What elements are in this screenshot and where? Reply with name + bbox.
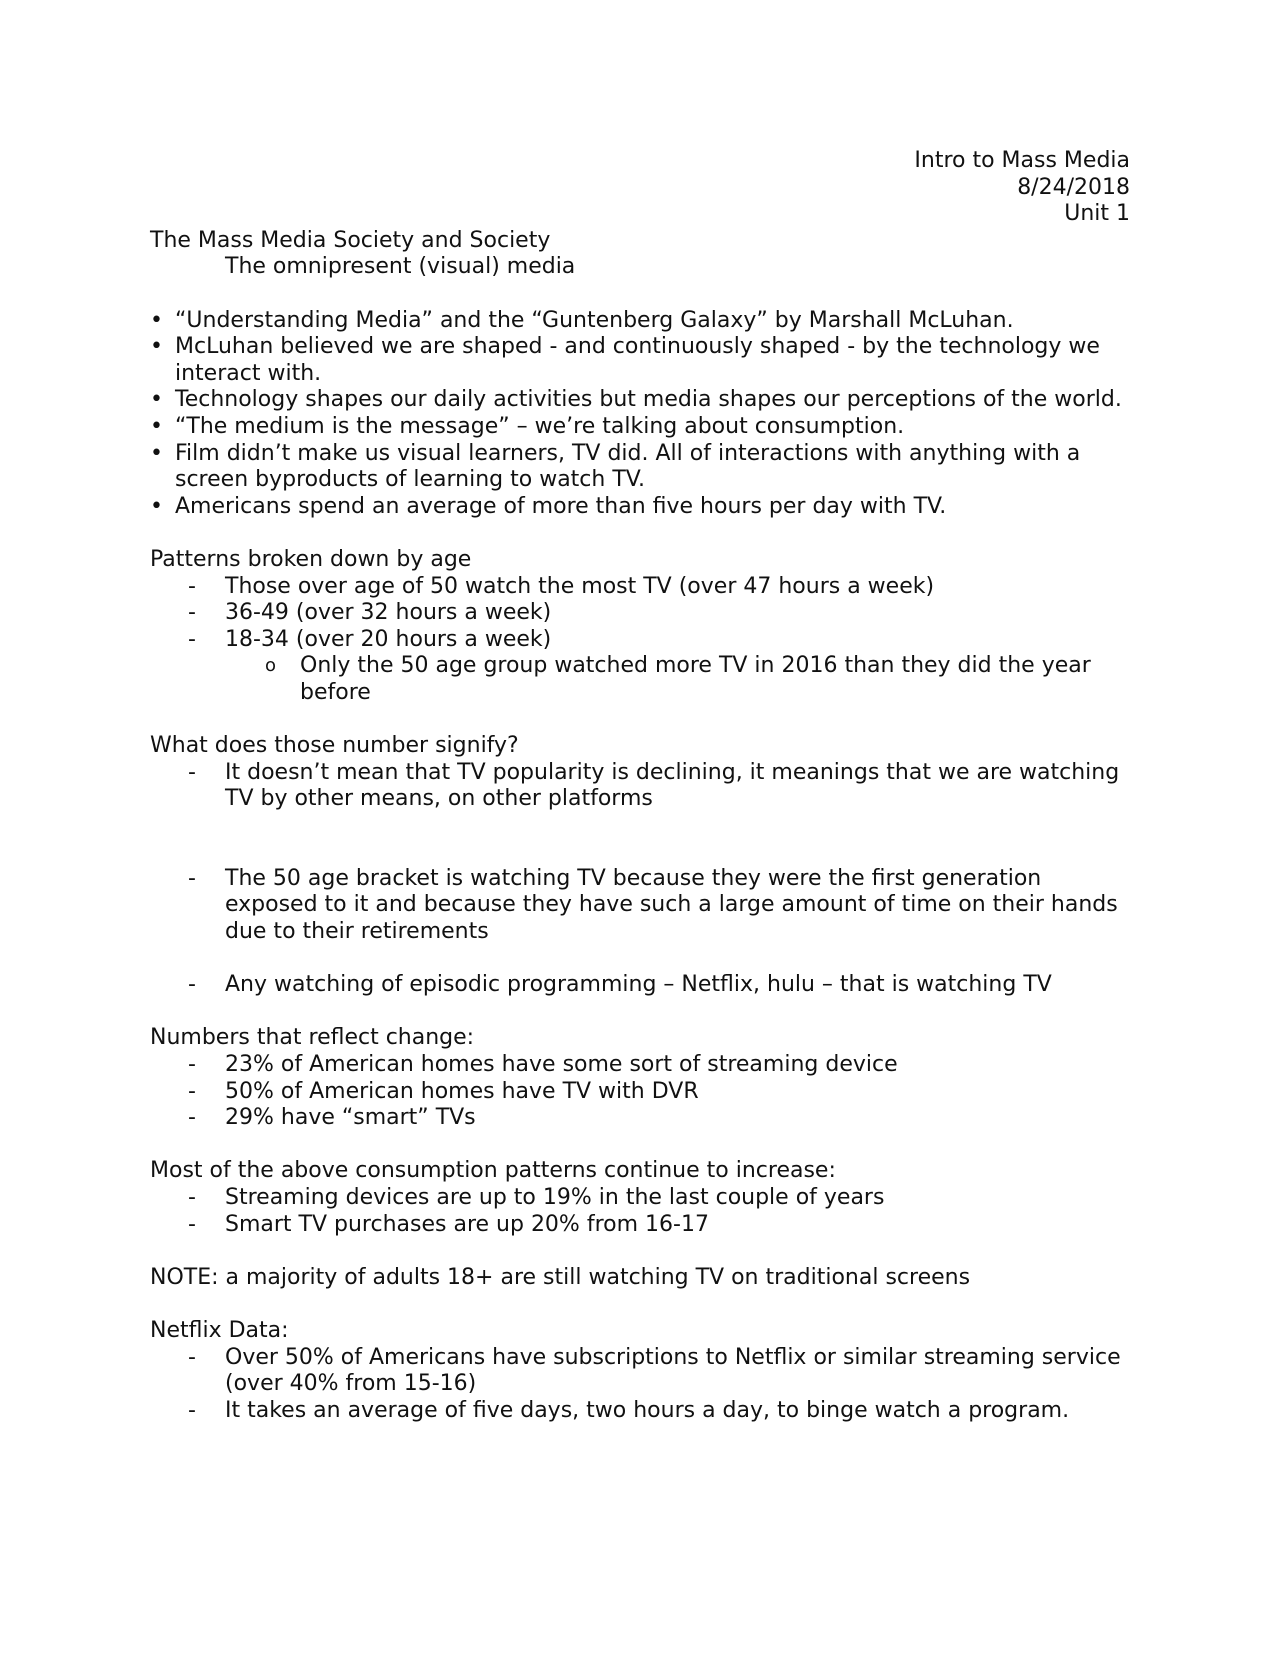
- dash-item: - It takes an average of five days, two hours a day, to binge watch a program.: [150, 1398, 1130, 1425]
- document-header: [150, 148, 1130, 228]
- dash-item: - 18-34 (over 20 hours a week): [150, 627, 1130, 654]
- course-title: Intro to Mass Media: [914, 148, 1130, 173]
- document-page: [150, 148, 1130, 1424]
- bullet-item: • Technology shapes our daily activities but media shapes our perceptions of the world.: [150, 387, 1130, 414]
- dash-item: - The 50 age bracket is watching TV because they were the first generation exposed to it and because they have such a large amount of time on their hands due to their retirements: [150, 866, 1130, 946]
- dash-item: - It doesn’t mean that TV popularity is declining, it meanings that we are watching TV by other means, on other platforms: [150, 760, 1130, 813]
- dash-item: - 50% of American homes have TV with DVR: [150, 1079, 1130, 1106]
- lecture-date: 8/24/2018: [1017, 174, 1130, 200]
- dash-item: - Smart TV purchases are up 20% from 16-17: [150, 1212, 1130, 1239]
- increase-section-heading: Most of the above consumption patterns continue to increase:: [150, 1158, 836, 1184]
- page-subtitle: The omnipresent (visual) media: [225, 254, 576, 280]
- bullet-item: • McLuhan believed we are shaped - and continuously shaped - by the technology we interact with.: [150, 334, 1130, 387]
- dash-item: - 23% of American homes have some sort of streaming device: [150, 1052, 1130, 1079]
- dash-item: - 29% have “smart” TVs: [150, 1105, 1130, 1132]
- dash-item: - Those over age of 50 watch the most TV (over 47 hours a week): [150, 574, 1130, 601]
- bullet-item: • Film didn’t make us visual learners, TV did. All of interactions with anything with a screen byproducts of learning to watch TV.: [150, 441, 1130, 494]
- bullet-item: • “The medium is the message” – we’re talking about consumption.: [150, 414, 1130, 441]
- page-title: The Mass Media Society and Society: [150, 227, 551, 253]
- dash-item: - Any watching of episodic programming – Netflix, hulu – that is watching TV: [150, 972, 1130, 999]
- netflix-section-heading: Netflix Data:: [150, 1317, 289, 1343]
- signify-list-3: [150, 972, 1130, 999]
- age-sub-list: [150, 653, 1130, 706]
- netflix-list: [150, 1345, 1130, 1425]
- dash-item: - Over 50% of Americans have subscriptions to Netflix or similar streaming service (over 40% from 15-16): [150, 1345, 1130, 1398]
- bullet-item: • “Understanding Media” and the “Guntenberg Galaxy” by Marshall McLuhan.: [150, 308, 1130, 335]
- sub-item: o Only the 50 age group watched more TV in 2016 than they did the year before: [150, 653, 1130, 706]
- signify-section-heading: What does those number signify?: [150, 733, 519, 759]
- change-list: [150, 1052, 1130, 1132]
- mcluhan-bullet-list: [150, 308, 1130, 521]
- age-section-heading: Patterns broken down by age: [150, 546, 472, 572]
- increase-list: [150, 1185, 1130, 1238]
- change-section-heading: Numbers that reflect change:: [150, 1025, 475, 1051]
- bullet-item: • Americans spend an average of more than five hours per day with TV.: [150, 494, 1130, 521]
- signify-list-1: [150, 760, 1130, 813]
- age-list: [150, 574, 1130, 654]
- dash-item: - 36-49 (over 32 hours a week): [150, 600, 1130, 627]
- dash-item: - Streaming devices are up to 19% in the last couple of years: [150, 1185, 1130, 1212]
- signify-list-2: [150, 866, 1130, 946]
- unit-label: Unit 1: [1064, 201, 1130, 227]
- note-text: NOTE: a majority of adults 18+ are still watching TV on traditional screens: [150, 1264, 971, 1290]
